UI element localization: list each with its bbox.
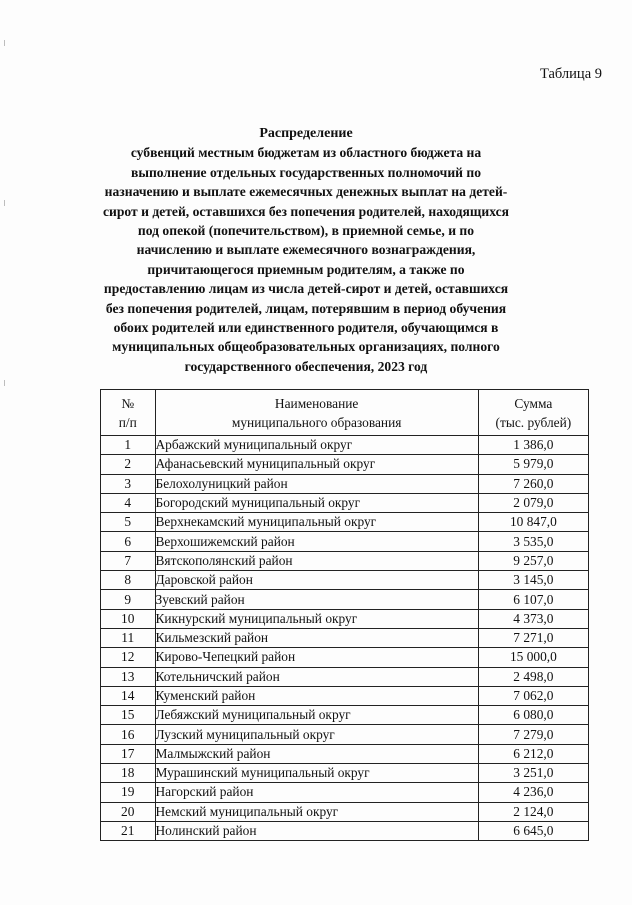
- row-municipality: Лузский муниципальный округ: [155, 725, 478, 744]
- row-sum: 4 236,0: [478, 783, 588, 802]
- row-number: 16: [101, 725, 156, 744]
- table-row: [101, 474, 589, 493]
- row-municipality: Верхошижемский район: [155, 532, 478, 551]
- row-municipality: Мурашинский муниципальный округ: [155, 764, 478, 783]
- row-sum: 2 124,0: [478, 802, 588, 821]
- row-municipality: Верхнекамский муниципальный округ: [155, 513, 478, 532]
- row-number: 17: [101, 744, 156, 763]
- row-number: 12: [101, 648, 156, 667]
- heading-body: субвенций местным бюджетам из областного бюджета на выполнение отдельных государственных полномочий по назначению и выплате ежемесячных денежных выплат на детей-сирот и детей, оставшихся без попечения родителей, находящихся под опекой (попечительством), в приемной семье, и по начислению и выплате ежемесячного вознаграждения, причитающегося приемным родителям, а также по предоставлению лицам из числа детей-сирот и детей, оставшихся без попечения родителей, лицам, потерявшим в период обучения обоих родителей или единственного родителя, обучающимся в муниципальных общеобразовательных организациях, полного государственного обеспечения, 2023 год: [102, 145, 510, 374]
- row-municipality: Арбажский муниципальный округ: [155, 436, 478, 455]
- row-sum: 7 260,0: [478, 474, 588, 493]
- row-sum: 5 979,0: [478, 455, 588, 474]
- row-municipality: Афанасьевский муниципальный округ: [155, 455, 478, 474]
- row-number: 5: [101, 513, 156, 532]
- row-municipality: Белохолуницкий район: [155, 474, 478, 493]
- header-number-line: №: [121, 395, 135, 411]
- row-number: 19: [101, 783, 156, 802]
- row-number: 9: [101, 590, 156, 609]
- table-row: [101, 571, 589, 590]
- row-number: 10: [101, 609, 156, 628]
- table-row: [101, 532, 589, 551]
- table-row: [101, 725, 589, 744]
- header-municipality-line: муниципального образования: [231, 414, 402, 430]
- row-municipality: Кирово-Чепецкий район: [155, 648, 478, 667]
- row-municipality: Кикнурский муниципальный округ: [155, 609, 478, 628]
- row-sum: 3 251,0: [478, 764, 588, 783]
- table-row: [101, 590, 589, 609]
- table-row: [101, 513, 589, 532]
- table-row: [101, 744, 589, 763]
- row-number: 13: [101, 667, 156, 686]
- table-row: [101, 455, 589, 474]
- row-sum: 4 373,0: [478, 609, 588, 628]
- row-sum: 7 271,0: [478, 628, 588, 647]
- table-header-row: [101, 390, 589, 436]
- header-municipality: [155, 390, 478, 436]
- table-row: [101, 821, 589, 840]
- row-municipality: Лебяжский муниципальный округ: [155, 706, 478, 725]
- row-number: 1: [101, 436, 156, 455]
- row-number: 7: [101, 551, 156, 570]
- row-sum: 7 062,0: [478, 686, 588, 705]
- row-number: 3: [101, 474, 156, 493]
- table-row: [101, 648, 589, 667]
- row-number: 15: [101, 706, 156, 725]
- document-heading: [100, 124, 512, 376]
- row-number: 6: [101, 532, 156, 551]
- table-row: [101, 802, 589, 821]
- table-row: [101, 551, 589, 570]
- row-sum: 7 279,0: [478, 725, 588, 744]
- row-municipality: Вятскополянский район: [155, 551, 478, 570]
- distribution-table: [100, 389, 589, 841]
- row-number: 4: [101, 493, 156, 512]
- row-number: 2: [101, 455, 156, 474]
- table-row: [101, 609, 589, 628]
- table-row: [101, 783, 589, 802]
- table-row: [101, 628, 589, 647]
- table-row: [101, 706, 589, 725]
- scan-edge-mark: [4, 200, 5, 206]
- row-municipality: Нолинский район: [155, 821, 478, 840]
- row-sum: 15 000,0: [478, 648, 588, 667]
- row-sum: 6 212,0: [478, 744, 588, 763]
- table-row: [101, 436, 589, 455]
- table-row: [101, 686, 589, 705]
- row-municipality: Зуевский район: [155, 590, 478, 609]
- header-number-line: п/п: [118, 414, 137, 430]
- row-sum: 3 145,0: [478, 571, 588, 590]
- row-number: 8: [101, 571, 156, 590]
- row-number: 18: [101, 764, 156, 783]
- row-sum: 10 847,0: [478, 513, 588, 532]
- row-municipality: Малмыжский район: [155, 744, 478, 763]
- table-row: [101, 667, 589, 686]
- row-sum: 3 535,0: [478, 532, 588, 551]
- row-sum: 6 080,0: [478, 706, 588, 725]
- row-municipality: Богородский муниципальный округ: [155, 493, 478, 512]
- table-row: [101, 764, 589, 783]
- row-sum: 9 257,0: [478, 551, 588, 570]
- header-sum: [478, 390, 588, 436]
- row-sum: 2 079,0: [478, 493, 588, 512]
- row-sum: 6 645,0: [478, 821, 588, 840]
- row-municipality: Котельничский район: [155, 667, 478, 686]
- row-number: 11: [101, 628, 156, 647]
- header-sum-line: Сумма: [514, 395, 553, 411]
- row-municipality: Немский муниципальный округ: [155, 802, 478, 821]
- row-municipality: Куменский район: [155, 686, 478, 705]
- table-row: [101, 493, 589, 512]
- row-number: 21: [101, 821, 156, 840]
- row-municipality: Кильмезский район: [155, 628, 478, 647]
- row-municipality: Даровской район: [155, 571, 478, 590]
- scan-edge-mark: [4, 380, 5, 386]
- row-municipality: Нагорский район: [155, 783, 478, 802]
- row-sum: 1 386,0: [478, 436, 588, 455]
- header-sum-line: (тыс. рублей): [495, 414, 572, 430]
- row-number: 14: [101, 686, 156, 705]
- scan-edge-mark: [4, 40, 5, 46]
- table-number-label: Таблица 9: [539, 66, 602, 82]
- header-number: [101, 390, 156, 436]
- row-sum: 2 498,0: [478, 667, 588, 686]
- header-municipality-line: Наименование: [274, 395, 359, 411]
- heading-title: Распределение: [259, 126, 353, 141]
- row-number: 20: [101, 802, 156, 821]
- row-sum: 6 107,0: [478, 590, 588, 609]
